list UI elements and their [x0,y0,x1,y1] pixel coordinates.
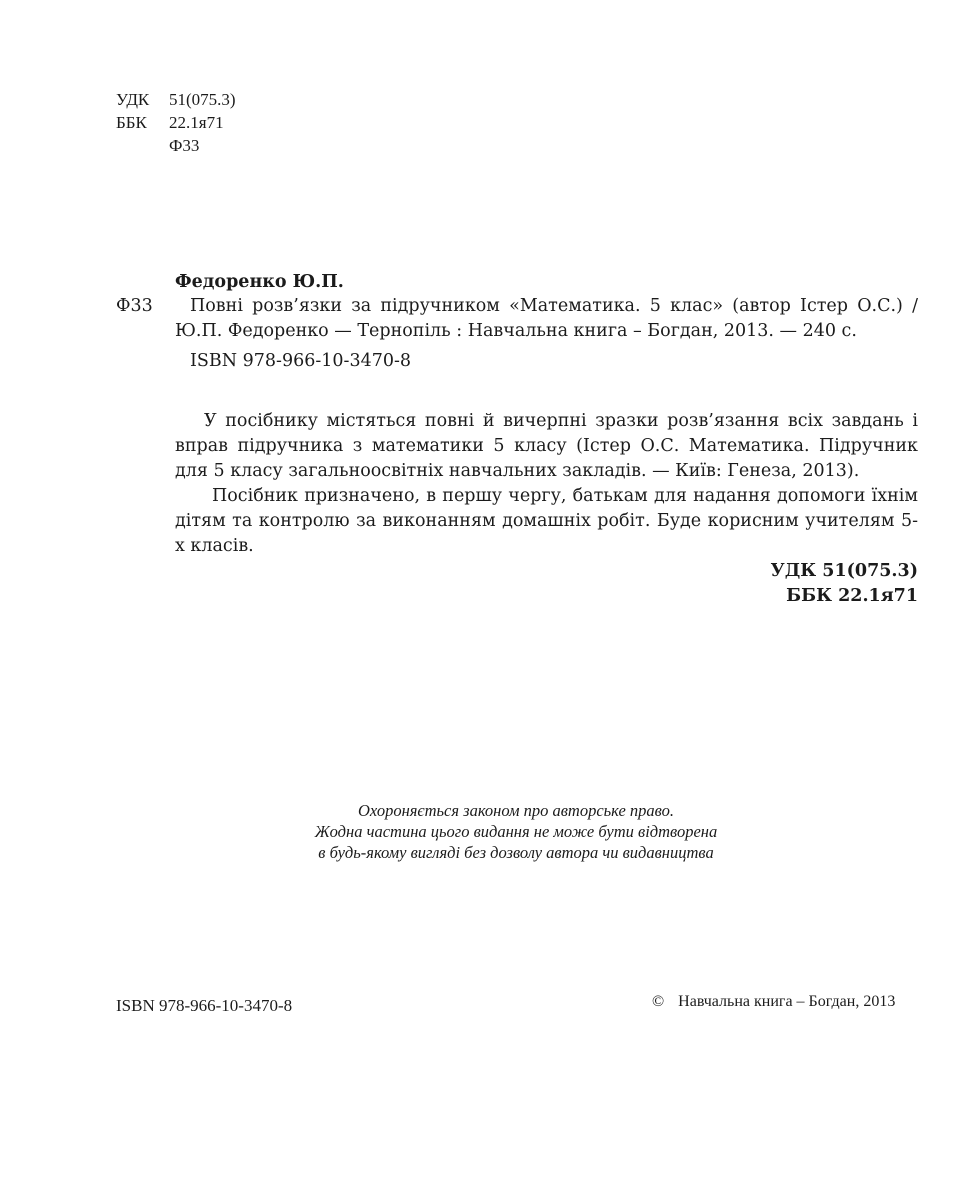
annotation [175,409,918,609]
record-author-mark: Ф33 [116,296,153,316]
footer-isbn: ISBN 978-966-10-3470-8 [116,996,293,1015]
annotation-paragraph-2: Посібник призначено, в першу чергу, батькам для надання допомоги їхнім дітям та контролю за виконанням домашніх робіт. Буде корисним учителям 5-х класів. [175,486,918,556]
record-description-line1: Повні розв’язки за підручником «Математика. 5 клас» (автор Істер О.С.) / [190,296,918,316]
record-description-line2: Ю.П. Федоренко — Тернопіль : Навчальна книга – Богдан, 2013. — 240 с. [175,321,857,341]
top-udk-value: 51(075.3) [169,90,236,109]
top-author-mark: Ф33 [169,136,200,155]
annotation-bbk: ББК 22.1я71 [786,586,918,606]
copyright-icon: © [652,993,665,1010]
annotation-udk: УДК 51(075.3) [770,561,918,581]
record-isbn: ISBN 978-966-10-3470-8 [190,351,412,371]
footer-copyright [652,993,895,1011]
notice-line-1: Охороняється законом про авторське право. [357,801,675,820]
annotation-paragraph-1: У посібнику містяться повні й вичерпні зразки розв’язання всіх завдань і вправ підручника з математики 5 класу (Істер О.С. Математика. Підручник для 5 класу загальноосвітніх навчальних закладів. — Київ: Генеза, 2013). [175,411,918,481]
top-bbk-value: 22.1я71 [169,113,224,132]
record-description [175,294,918,344]
top-bbk-label: ББК [116,113,147,132]
record-author: Федоренко Ю.П. [175,272,344,292]
footer-publisher: Навчальна книга – Богдан, 2013 [678,993,896,1010]
notice-line-3: в будь-якому вигляді без дозволу автора чи видавництва [318,843,714,862]
copyright-notice [200,800,832,863]
top-udk-label: УДК [116,90,150,109]
notice-line-2: Жодна частина цього видання не може бути відтворена [314,822,718,841]
